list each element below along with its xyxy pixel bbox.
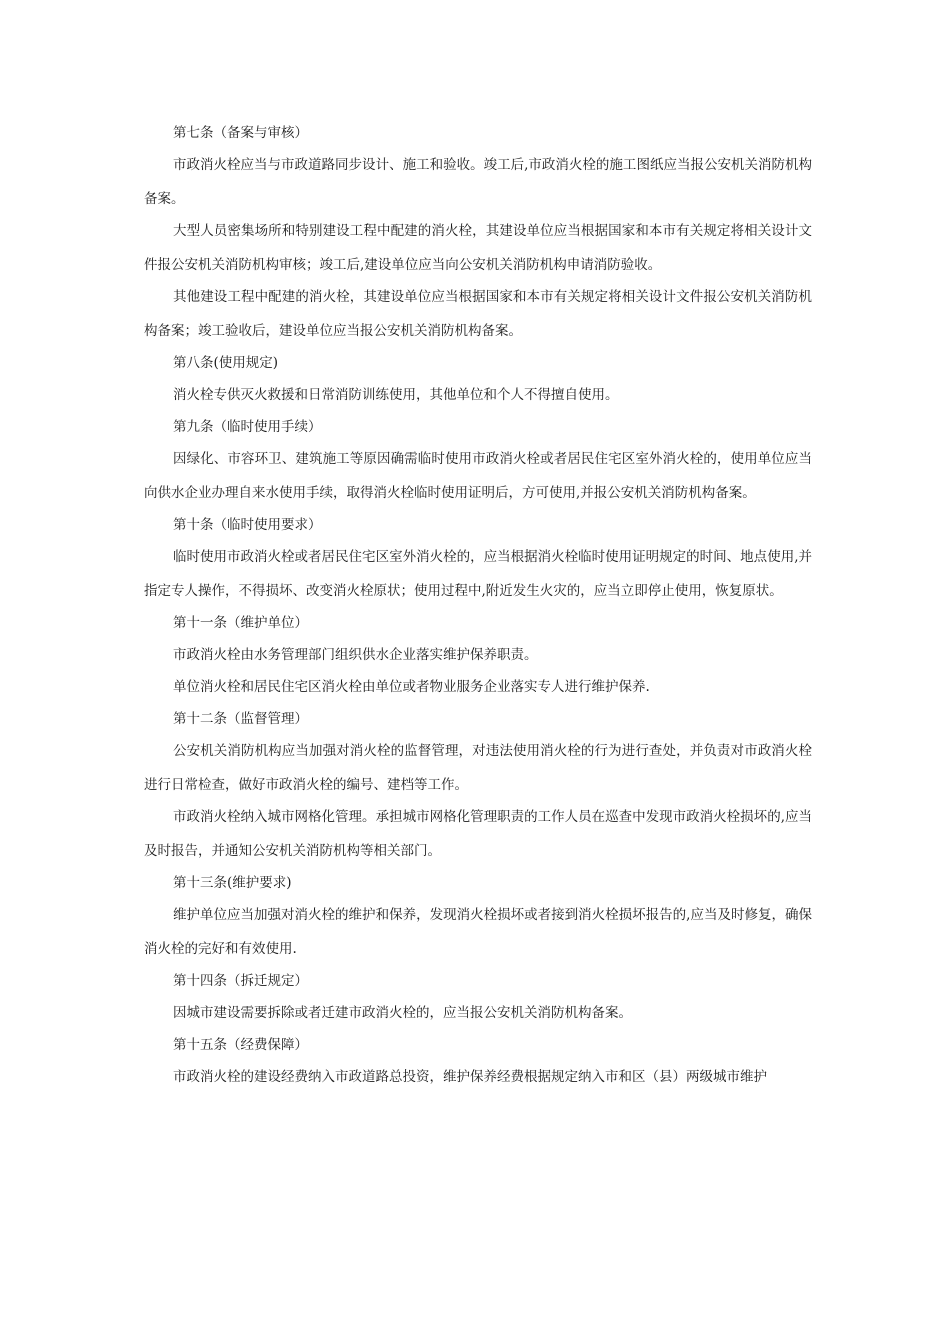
- article-7-para-1: 市政消火栓应当与市政道路同步设计、施工和验收。竣工后,市政消火栓的施工图纸应当报公安机关消防机构备案。: [144, 157, 812, 207]
- article-12-heading: 第十二条（监督管理）: [173, 711, 308, 727]
- article-13-heading: 第十三条(维护要求): [173, 875, 292, 891]
- article-14-heading: 第十四条（拆迁规定）: [173, 973, 308, 989]
- article-12-para-2: 市政消火栓纳入城市网格化管理。承担城市网格化管理职责的工作人员在巡查中发现市政消火栓损坏的,应当及时报告，并通知公安机关消防机构等相关部门。: [144, 809, 812, 859]
- article-15-para-1: 市政消火栓的建设经费纳入市政道路总投资，维护保养经费根据规定纳入市和区（县）两级城市维护: [173, 1069, 767, 1085]
- article-7-heading: 第七条（备案与审核）: [173, 125, 308, 141]
- article-10-para-1: 临时使用市政消火栓或者居民住宅区室外消火栓的，应当根据消火栓临时使用证明规定的时间、地点使用,并指定专人操作，不得损坏、改变消火栓原状；使用过程中,附近发生火灾的，应当立即停止使用，恢复原状。: [144, 549, 812, 599]
- article-9-para-1: 因绿化、市容环卫、建筑施工等原因确需临时使用市政消火栓或者居民住宅区室外消火栓的，使用单位应当向供水企业办理自来水使用手续，取得消火栓临时使用证明后，方可使用,并报公安机关消防机构备案。: [144, 451, 812, 501]
- article-8-heading: 第八条(使用规定): [173, 355, 279, 371]
- article-7-para-3: 其他建设工程中配建的消火栓，其建设单位应当根据国家和本市有关规定将相关设计文件报公安机关消防机构备案；竣工验收后，建设单位应当报公安机关消防机构备案。: [144, 289, 812, 339]
- article-11-heading: 第十一条（维护单位）: [173, 615, 308, 631]
- article-11-para-2: 单位消火栓和居民住宅区消火栓由单位或者物业服务企业落实专人进行维护保养.: [173, 679, 650, 695]
- article-10-heading: 第十条（临时使用要求）: [173, 517, 322, 533]
- article-13-para-1: 维护单位应当加强对消火栓的维护和保养，发现消火栓损坏或者接到消火栓损坏报告的,应当及时修复，确保消火栓的完好和有效使用.: [144, 907, 812, 957]
- article-14-para-1: 因城市建设需要拆除或者迁建市政消火栓的，应当报公安机关消防机构备案。: [173, 1005, 632, 1021]
- article-15-heading: 第十五条（经费保障）: [173, 1037, 308, 1053]
- article-12-para-1: 公安机关消防机构应当加强对消火栓的监督管理，对违法使用消火栓的行为进行查处，并负责对市政消火栓进行日常检查，做好市政消火栓的编号、建档等工作。: [144, 743, 812, 793]
- article-11-para-1: 市政消火栓由水务管理部门组织供水企业落实维护保养职责。: [173, 647, 538, 663]
- article-8-para-1: 消火栓专供灭火救援和日常消防训练使用，其他单位和个人不得擅自使用。: [173, 387, 619, 403]
- article-7-para-2: 大型人员密集场所和特别建设工程中配建的消火栓，其建设单位应当根据国家和本市有关规定将相关设计文件报公安机关消防机构审核；竣工后,建设单位应当向公安机关消防机构申请消防验收。: [144, 223, 812, 273]
- article-9-heading: 第九条（临时使用手续）: [173, 419, 322, 435]
- document-body: [144, 124, 812, 1100]
